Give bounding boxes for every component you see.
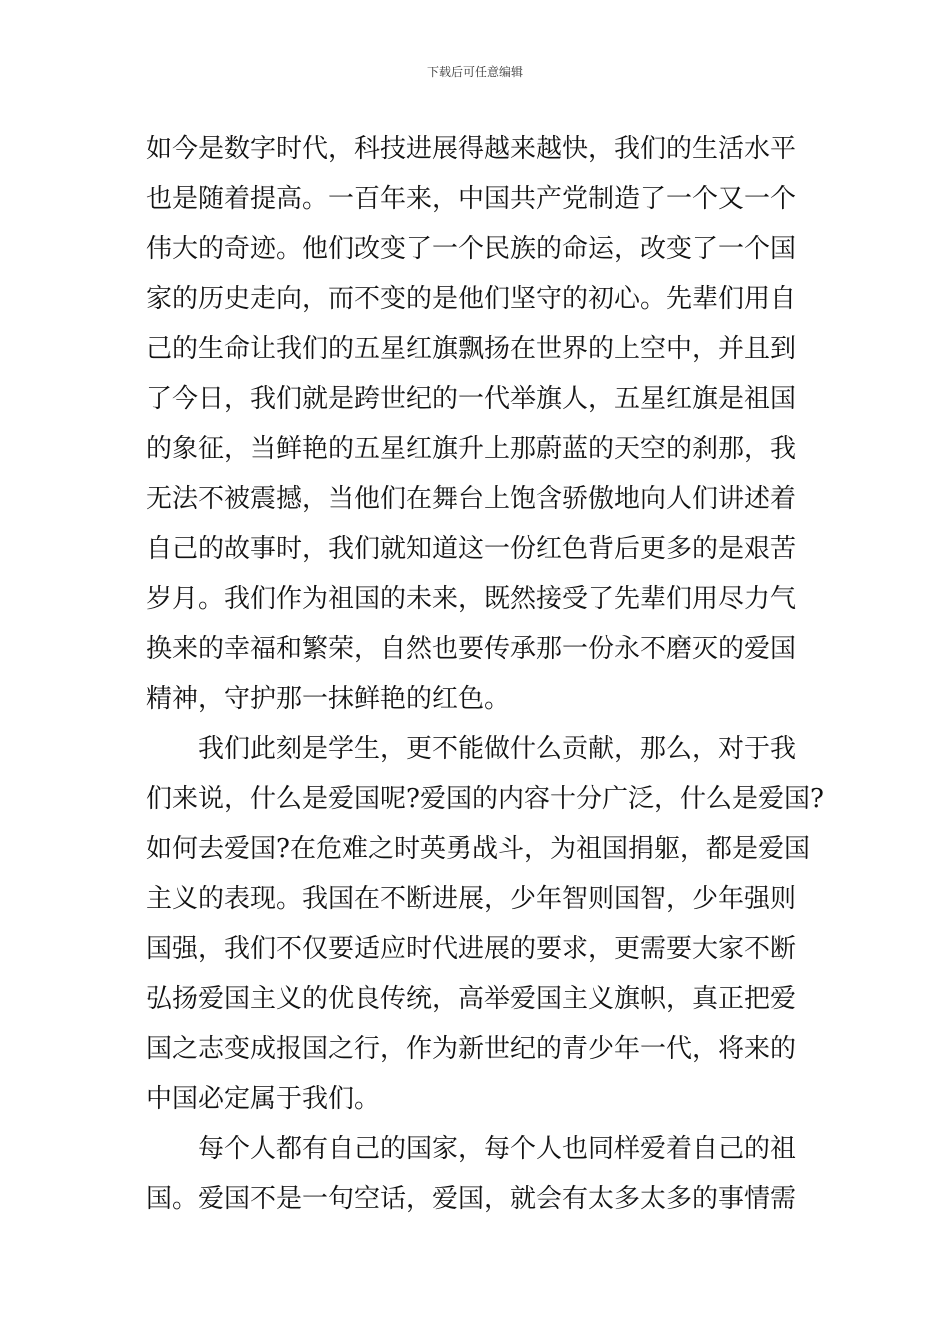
- text-line: 我们此刻是学生，更不能做什么贡献，那么，对于我: [146, 734, 797, 764]
- header-note: 下载后可任意编辑: [426, 65, 523, 79]
- text-line: 己的生命让我们的五星红旗飘扬在世界的上空中，并且到: [146, 334, 797, 364]
- text-line: 精神，守护那一抹鲜艳的红色。: [146, 684, 511, 714]
- text-line: 国。爱国不是一句空话，爱国，就会有太多太多的事情需: [146, 1184, 797, 1214]
- text-line: 也是随着提高。一百年来，中国共产党制造了一个又一个: [146, 184, 797, 214]
- text-line: 无法不被震撼，当他们在舞台上饱含骄傲地向人们讲述着: [146, 484, 797, 514]
- text-line: 国强，我们不仅要适应时代进展的要求，更需要大家不断: [146, 934, 797, 964]
- text-line: 弘扬爱国主义的优良传统，高举爱国主义旗帜，真正把爱: [146, 984, 797, 1014]
- text-line: 了今日，我们就是跨世纪的一代举旗人，五星红旗是祖国: [146, 384, 797, 414]
- text-line: 伟大的奇迹。他们改变了一个民族的命运，改变了一个国: [146, 234, 797, 264]
- text-line: 中国必定属于我们。: [146, 1084, 381, 1114]
- text-line: 岁月。我们作为祖国的未来，既然接受了先辈们用尽力气: [146, 584, 797, 614]
- document-body: [146, 124, 824, 1224]
- text-line: 自己的故事时，我们就知道这一份红色背后更多的是艰苦: [146, 534, 797, 564]
- text-line: 主义的表现。我国在不断进展，少年智则国智，少年强则: [146, 884, 797, 914]
- text-line: 国之志变成报国之行，作为新世纪的青少年一代，将来的: [146, 1034, 797, 1064]
- text-line: 如何去爱国?在危难之时英勇战斗，为祖国捐躯，都是爱国: [146, 834, 810, 864]
- text-line: 家的历史走向，而不变的是他们坚守的初心。先辈们用自: [146, 284, 797, 314]
- text-line: 们来说，什么是爱国呢?爱国的内容十分广泛，什么是爱国?: [146, 784, 824, 814]
- text-line: 的象征，当鲜艳的五星红旗升上那蔚蓝的天空的刹那，我: [146, 434, 797, 464]
- text-line: 换来的幸福和繁荣，自然也要传承那一份永不磨灭的爱国: [146, 634, 797, 664]
- text-line: 每个人都有自己的国家，每个人也同样爱着自己的祖: [146, 1134, 797, 1164]
- text-line: 如今是数字时代，科技进展得越来越快，我们的生活水平: [146, 134, 797, 164]
